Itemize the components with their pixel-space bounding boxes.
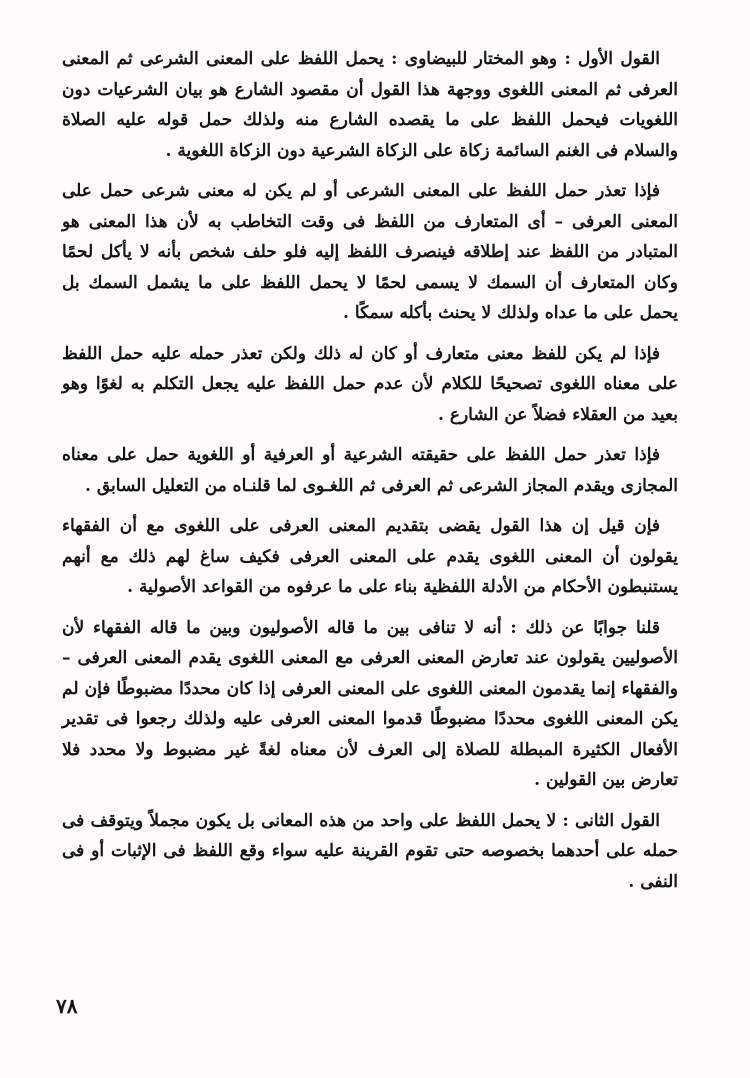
- heading-answer: قلنا جوابًا عن ذلك :: [510, 617, 661, 638]
- paragraph-text: فإذا لم يكن للفظ معنى متعارف أو كان له ذلك ولكن تعذر حمله عليه حمل اللفظ على معناه اللغوى تصحيحًا للكلام لأن عدم حمل اللفظ عليه يجعل التكلم به لغوًا وهو بعيد من العقلاء فضلاً عن الشارع .: [62, 343, 678, 425]
- paragraph-text: فإذا تعذر حمل اللفظ على المعنى الشرعى أو لم يكن له معنى شرعى حمل على المعنى العرفى – أى المتعارف من اللفظ فى وقت التخاطب به لأن هذا المعنى هو المتبادر من اللفظ عند إطلاقه فينصرف اللفظ إليه فلو حلف شخص بأنه لا يأكل لحمًا وكان المتعارف أن السمك لا يسمى لحمًا لا يحمل اللفظ على ما يشمل السمك بل يحمل على ما عداه ولذلك لا يحنث بأكله سمكًا .: [62, 181, 678, 323]
- paragraph-first-opinion: [62, 44, 678, 166]
- page-number: ٧٨: [56, 994, 78, 1018]
- paragraph-second-opinion: [62, 806, 678, 898]
- paragraph-customary-meaning: [62, 176, 678, 329]
- paragraph-answer: [62, 613, 678, 796]
- paragraph-objection: [62, 511, 678, 603]
- heading-first-opinion: القول الأول :: [564, 49, 660, 69]
- heading-second-opinion: القول الثانى :: [562, 810, 660, 831]
- paragraph-text: لا يحمل اللفظ على واحد من هذه المعانى بل يكون مجملاً ويتوقف فى حمله على أحدهما بخصوصه حتى تقوم القرينة عليه سواء وقع اللفظ فى الإثبات أو فى النفى .: [62, 810, 678, 892]
- paragraph-text: فإذا تعذر حمل اللفظ على حقيقته الشرعية أو العرفية أو اللغوية حمل على معناه المجازى ويقدم المجاز الشرعى ثم العرفى ثم اللغـوى لما قلنـاه من التعليل السابق .: [62, 445, 678, 496]
- paragraph-text: وهو المختار للبيضاوى : يحمل اللفظ على المعنى الشرعى ثم المعنى العرفى ثم المعنى اللغوى ووجهة هذا القول أن مقصود الشارع هو بيان الشرعيات دون اللغويات فيحمل اللفظ على ما يقصده الشارع منه ولذلك حمل قوله عليه الصلاة والسلام فى الغنم السائمة زكاة على الزكاة الشرعية دون الزكاة اللغوية .: [62, 49, 678, 161]
- paragraph-text: فإن قيل إن هذا القول يقضى بتقديم المعنى العرفى على اللغوى مع أن الفقهاء يقولون أن المعنى اللغوى يقدم على المعنى العرفى فكيف ساغ لهم ذلك مع أنهم يستنبطون الأحكام من الأدلة اللفظية بناء على ما عرفوه من القواعد الأصولية .: [62, 516, 678, 597]
- page-body: [62, 44, 678, 897]
- paragraph-linguistic-meaning: [62, 339, 678, 431]
- paragraph-figurative-meaning: [62, 440, 678, 501]
- paragraph-text: أنه لا تنافى بين ما قاله الأصوليون وبين ما قاله الفقهاء لأن الأصوليين يقولون عند تعارض المعنى العرفى مع المعنى اللغوى يقدم المعنى العرفى – والفقهاء إنما يقدمون المعنى اللغوى على المعنى العرفى إذا كان محددًا مضبوطًا فإن لم يكن المعنى اللغوى محددًا مضبوطًا قدموا المعنى العرفى عليه ولذلك رجعوا فى تقدير الأفعال الكثيرة المبطلة للصلاة إلى العرف لأن معناه لغةً غير مضبوط ولا محدد فلا تعارض بين القولين .: [62, 617, 678, 790]
